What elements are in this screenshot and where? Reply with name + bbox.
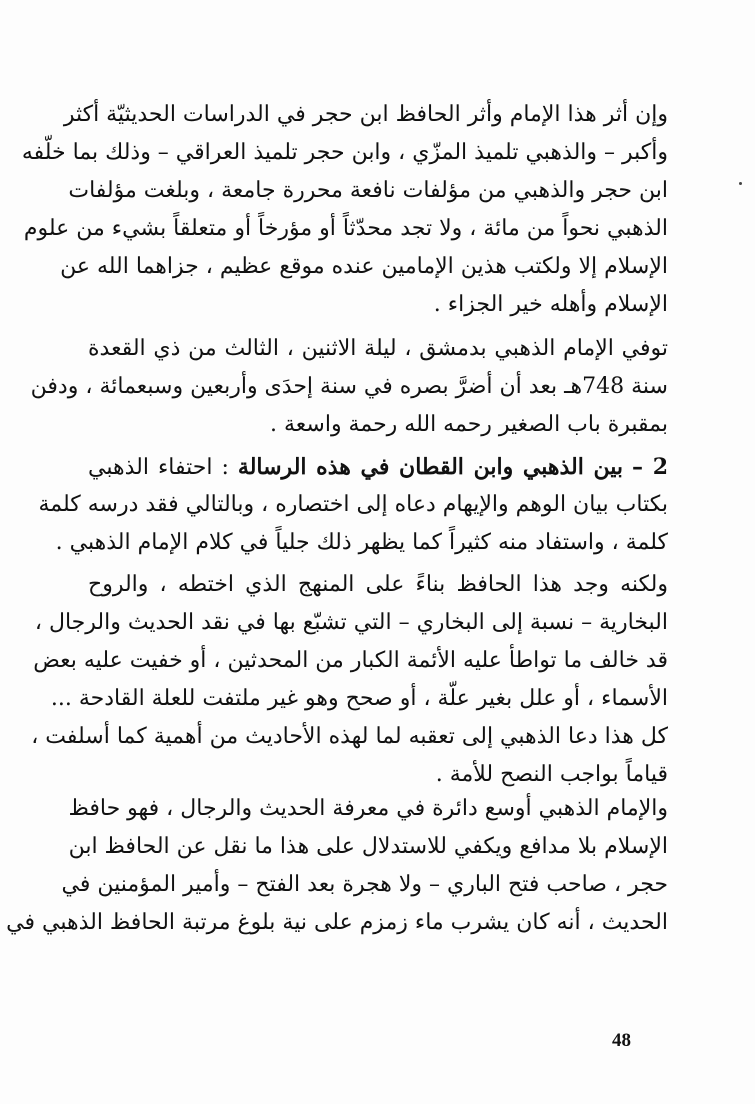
text-line: الإسلام وأهله خير الجزاء . — [433, 292, 668, 317]
section-number: 2 – — [632, 454, 669, 480]
paragraph-3 — [38, 448, 669, 562]
text-line: وإن أثر هذا الإمام وأثر الحافظ ابن حجر في الدراسات الحديثيّة أكثر — [63, 102, 668, 127]
text-line: توفي الإمام الذهبي بدمشق ، ليلة الاثنين ، الثالث من ذي القعدة — [88, 336, 668, 361]
page-number: 48 — [612, 1030, 631, 1051]
text-line: بكتاب بيان الوهم والإيهام دعاه إلى اختصاره ، وبالتالي فقد درسه كلمة — [38, 492, 668, 517]
text-line: حجر ، صاحب فتح الباري – ولا هجرة بعد الفتح – وأمير المؤمنين في — [61, 872, 668, 897]
text-line: ولكنه وجد هذا الحافظ بناءً على المنهج الذي اختطه ، والروح — [88, 572, 668, 597]
paragraph-5 — [6, 790, 668, 942]
text-line: ابن حجر والذهبي من مؤلفات نافعة محررة جامعة ، وبلغت مؤلفات — [68, 178, 668, 203]
paragraph-2 — [30, 330, 668, 444]
text-line: بمقبرة باب الصغير رحمه الله رحمة واسعة . — [270, 412, 668, 437]
text-line: كلمة ، واستفاد منه كثيراً كما يظهر ذلك جلياً في كلام الإمام الذهبي . — [55, 530, 668, 555]
text-line: وأكبر – والذهبي تلميذ المزّي ، وابن حجر تلميذ العراقي – وذلك بما خلّفه — [21, 140, 668, 165]
section-heading-line — [88, 448, 668, 486]
text-line: قياماً بواجب النصح للأمة . — [435, 762, 668, 787]
margin-dot — [739, 182, 742, 185]
text-line: الإسلام بلا مدافع ويكفي للاستدلال على هذا ما نقل عن الحافظ ابن — [68, 834, 668, 859]
section-title: بين الذهبي وابن القطان في هذه الرسالة — [237, 454, 623, 480]
text-line: قد خالف ما تواطأ عليه الأئمة الكبار من المحدثين ، أو خفيت عليه بعض — [33, 648, 668, 673]
heading-continuation: : احتفاء الذهبي — [88, 455, 229, 480]
text-line: البخارية – نسبة إلى البخاري – التي تشبّع بها في نقد الحديث والرجال ، — [34, 610, 668, 635]
text-line: كل هذا دعا الذهبي إلى تعقبه لما لهذه الأحاديث من أهمية كما أسلفت ، — [31, 724, 668, 749]
text-line: الأسماء ، أو علل بغير علّة ، أو صحح وهو غير ملتفت للعلة القادحة ... — [50, 686, 668, 711]
text-line: سنة 748هـ بعد أن أضرَّ بصره في سنة إحدَى وأربعين وسبعمائة ، ودفن — [30, 374, 668, 399]
text-line: الحديث ، أنه كان يشرب ماء زمزم على نية بلوغ مرتبة الحافظ الذهبي في — [6, 910, 668, 935]
text-line: والإمام الذهبي أوسع دائرة في معرفة الحديث والرجال ، فهو حافظ — [68, 796, 668, 821]
paragraph-1 — [21, 96, 668, 324]
paragraph-4 — [31, 566, 668, 794]
text-line: الإسلام إلا ولكتب هذين الإمامين عنده موقع عظيم ، جزاهما الله عن — [60, 254, 668, 279]
text-line: الذهبي نحواً من مائة ، ولا تجد محدّثاً أو مؤرخاً أو متعلقاً بشيء من علوم — [23, 216, 668, 241]
